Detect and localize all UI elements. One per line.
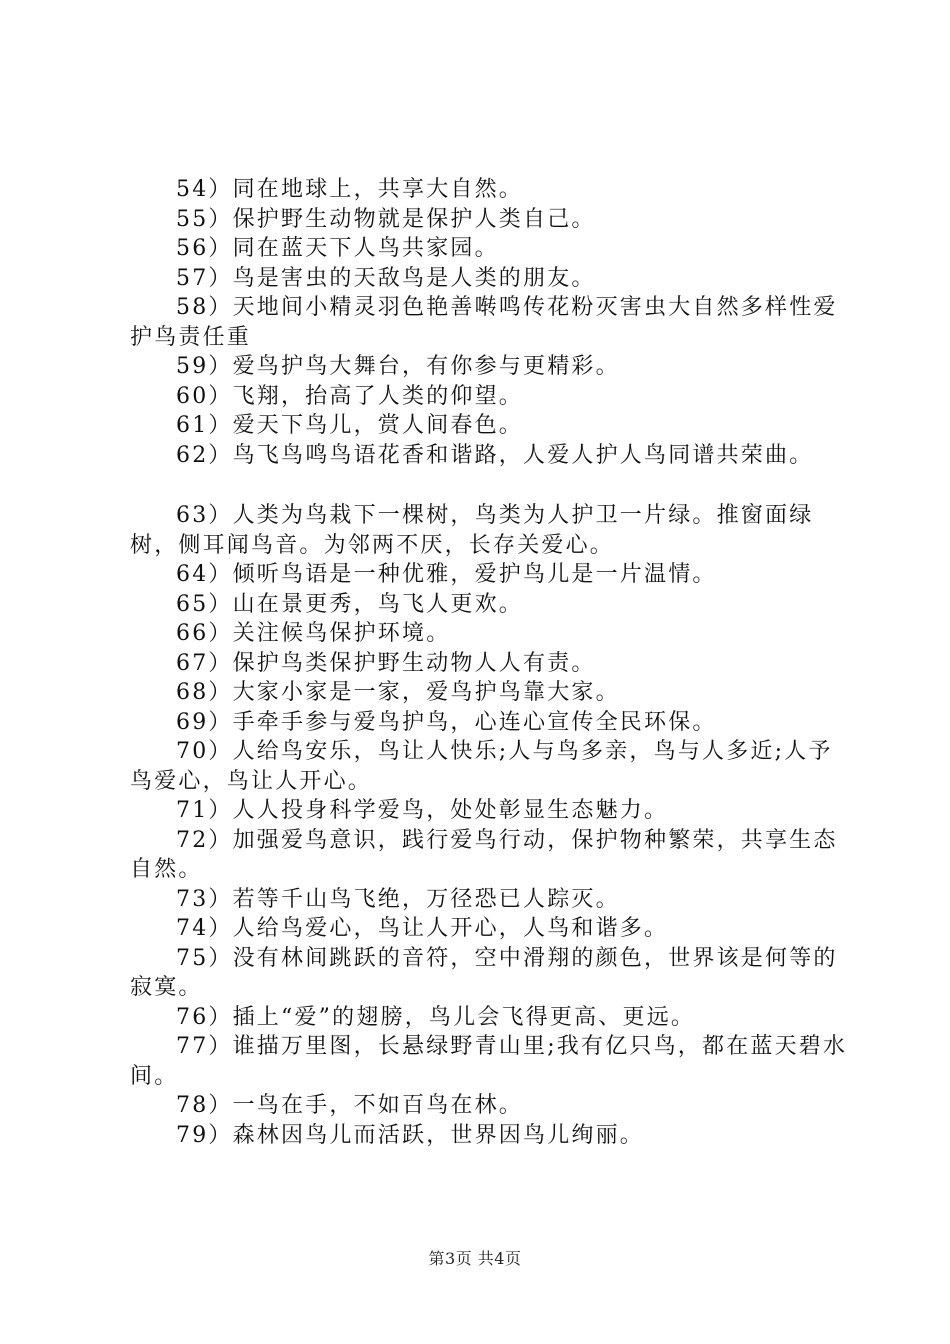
slogan-62: 62）鸟飞鸟鸣鸟语花香和谐路，人爱人护人鸟同谱共荣曲。 xyxy=(176,442,814,468)
slogan-63: 63）人类为鸟栽下一棵树，鸟类为人护卫一片绿。推窗面绿树，侧耳闻鸟音。为邻两不厌，长存关爱心。 xyxy=(130,503,814,558)
slogan-70: 70）人给鸟安乐，鸟让人快乐;人与鸟多亲，鸟与人多近;人予鸟爱心，鸟让人开心。 xyxy=(130,739,833,794)
slogan-67: 67）保护鸟类保护野生动物人人有责。 xyxy=(176,650,596,676)
slogan-74: 74）人给鸟爱心，鸟让人开心，人鸟和谐多。 xyxy=(176,916,669,941)
slogan-73: 73）若等千山鸟飞绝，万径恐已人踪灭。 xyxy=(176,886,620,912)
slogan-72: 72）加强爱鸟意识，践行爱鸟行动，保护物种繁荣，共享生态自然。 xyxy=(130,827,838,882)
slogan-58: 58）天地间小精灵羽色艳善啭鸣传花粉灭害虫大自然多样性爱护鸟责任重 xyxy=(130,295,838,350)
slogan-55: 55）保护野生动物就是保护人类自己。 xyxy=(176,206,596,232)
slogan-61: 61）爱天下鸟儿，赏人间春色。 xyxy=(176,413,523,438)
slogan-78: 78）一鸟在手，不如百鸟在林。 xyxy=(176,1093,523,1118)
slogan-65: 65）山在景更秀，鸟飞人更欢。 xyxy=(176,591,523,617)
slogan-69: 69）手牵手参与爱鸟护鸟，心连心宣传全民环保。 xyxy=(176,709,717,735)
page-footer xyxy=(0,1246,950,1269)
slogan-60: 60）飞翔，抬高了人类的仰望。 xyxy=(176,383,523,409)
slogan-75: 75）没有林间跳跃的音符，空中滑翔的颜色，世界该是何等的寂寞。 xyxy=(130,945,838,1000)
slogan-59: 59）爱鸟护鸟大舞台，有你参与更精彩。 xyxy=(176,354,620,379)
slogan-54: 54）同在地球上，共享大自然。 xyxy=(176,177,523,202)
slogan-79: 79）森林因鸟儿而活跃，世界因鸟儿绚丽。 xyxy=(176,1122,644,1148)
document-body xyxy=(130,175,850,1150)
slogan-56: 56）同在蓝天下人鸟共家园。 xyxy=(176,236,499,261)
slogan-57: 57）鸟是害虫的天敌鸟是人类的朋友。 xyxy=(176,265,596,291)
slogan-64: 64）倾听鸟语是一种优雅，爱护鸟儿是一片温情。 xyxy=(176,562,717,587)
slogan-71: 71）人人投身科学爱鸟，处处彰显生态魅力。 xyxy=(176,798,669,823)
slogan-77: 77）谁描万里图，长悬绿野青山里;我有亿只鸟，都在蓝天碧水间。 xyxy=(130,1034,848,1089)
slogan-66: 66）关注候鸟保护环境。 xyxy=(176,621,451,646)
page-number-label: 第3页 共4页 xyxy=(428,1249,522,1268)
slogan-68: 68）大家小家是一家，爱鸟护鸟靠大家。 xyxy=(176,680,620,705)
slogan-76: 76）插上“爱”的翅膀，鸟儿会飞得更高、更远。 xyxy=(176,1004,696,1030)
